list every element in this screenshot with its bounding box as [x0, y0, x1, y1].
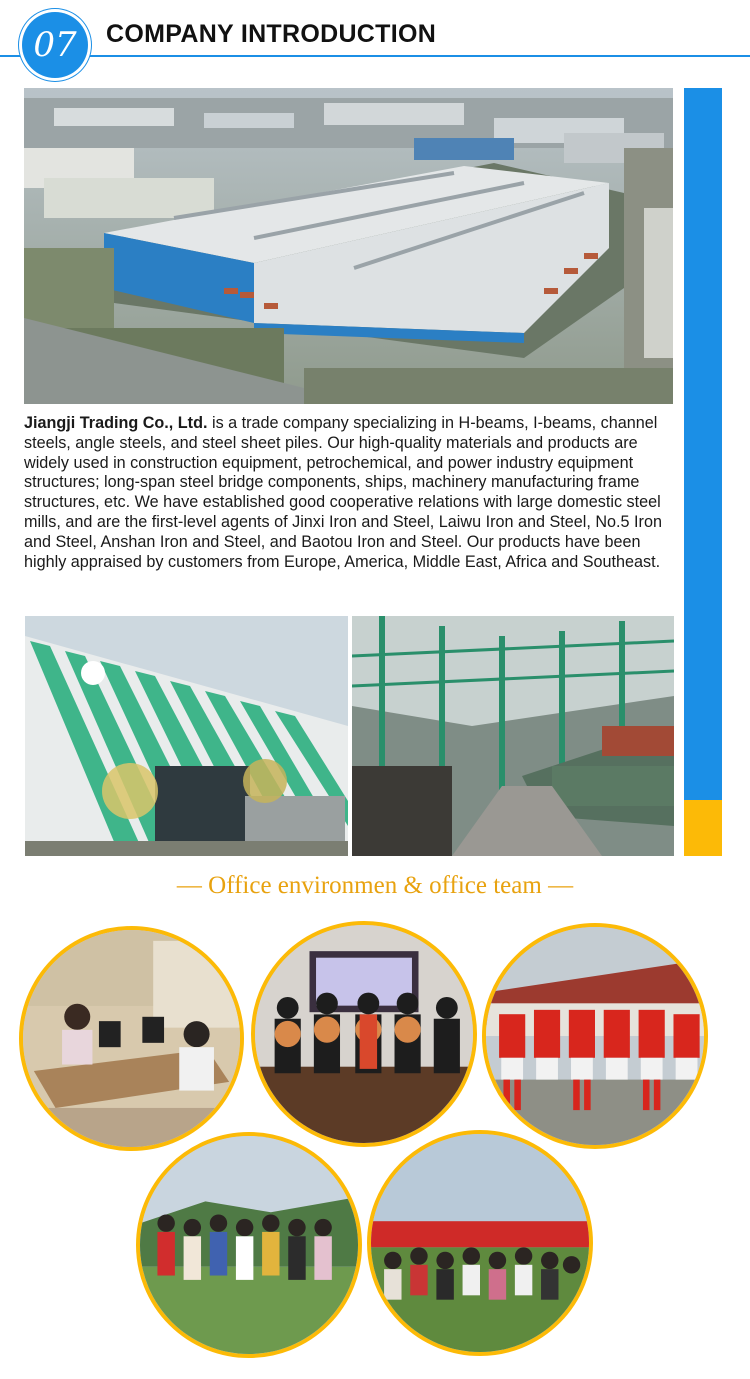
side-bar-blue [684, 88, 722, 800]
section-number: 07 [33, 25, 77, 65]
office-workers-photo [19, 926, 244, 1151]
company-description-text: is a trade company specializing in H-beams, I-beams, channel steels, angle steels, and steel sheet piles. Our high-quality materials and products are widely used in construction equipment, petrochemical, and power industry equipment structures; long-span steel bridge components, ships, machinery manufacturing frame structures, etc. We have established good cooperative relations with large domestic steel mills, and are the first-level agents of Jinxi Iron and Steel, Laiwu Iron and Steel, No.5 Iron and Steel, Anshan Iron and Steel, and Baotou Iron and Steel. Our products have been highly appraised by customers from Europe, America, Middle East, Africa and Southeast. [24, 414, 662, 571]
header-divider [0, 55, 750, 57]
section-number-badge [22, 12, 88, 78]
outdoor-group-photo [136, 1132, 362, 1358]
section-title: — Office environmen & office team — [176, 872, 574, 899]
company-description [24, 414, 676, 572]
banner-group-photo [367, 1130, 593, 1356]
page-title: COMPANY INTRODUCTION [106, 20, 437, 48]
factory-building-photo [25, 616, 348, 856]
steel-warehouse-photo [352, 616, 674, 856]
award-ceremony-photo [251, 921, 477, 1147]
football-team-photo [482, 923, 708, 1149]
aerial-factory-photo [24, 88, 673, 404]
side-bar-yellow [684, 800, 722, 856]
company-name: Jiangji Trading Co., Ltd. [24, 414, 208, 432]
